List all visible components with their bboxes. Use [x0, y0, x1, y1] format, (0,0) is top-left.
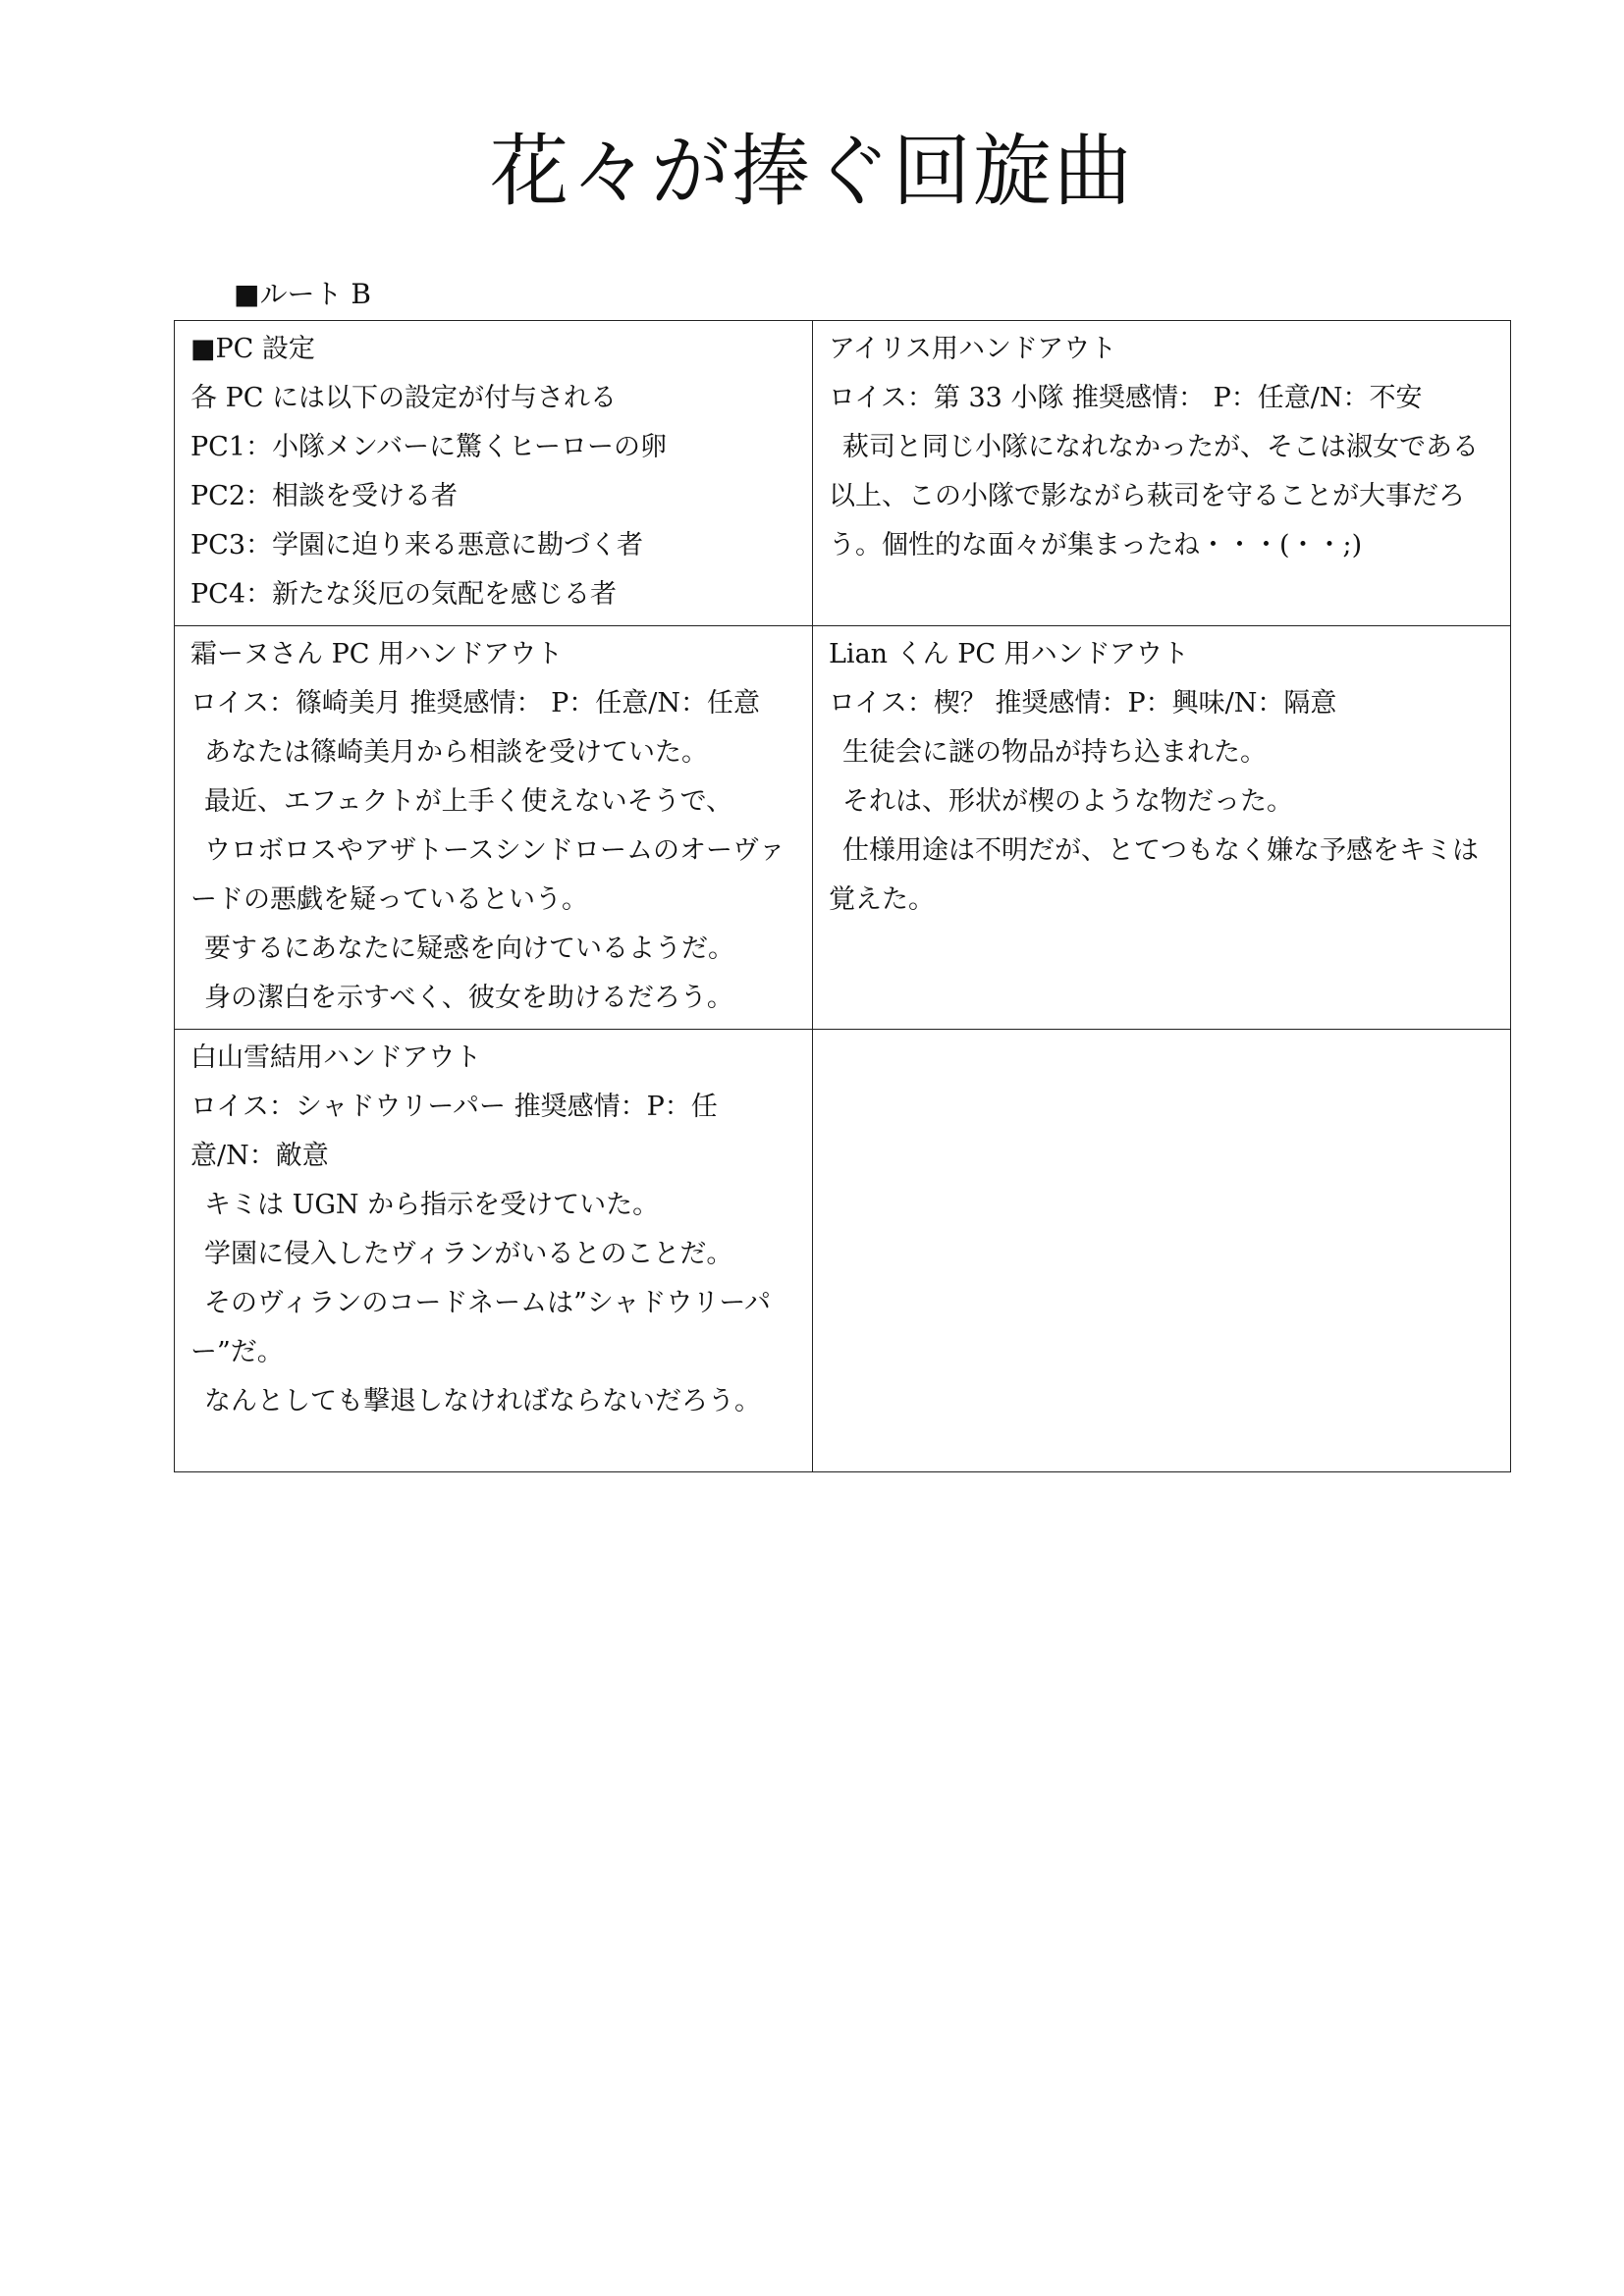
shimo-handout-paragraph: 要するにあなたに疑惑を向けているようだ。 — [204, 934, 734, 964]
shirayama-handout-paragraph: 学園に侵入したヴィランがいるとのことだ。 — [204, 1239, 733, 1269]
lian-handout-heading: Lian くん PC 用ハンドアウト — [829, 639, 1189, 669]
table-row — [175, 1030, 1511, 1472]
section-label-route-b: ■ルート B — [234, 278, 371, 310]
lian-handout-lois: ロイス：楔？ 推奨感情：P：興味/N：隔意 — [829, 688, 1337, 719]
iris-handout-heading: アイリス用ハンドアウト — [829, 334, 1117, 364]
lian-handout-cell — [813, 626, 1511, 1030]
iris-handout-lois: ロイス：第 33 小隊 推奨感情： P：任意/N：不安 — [829, 383, 1423, 413]
shimo-handout-paragraph: ウロボロスやアザトースシンドロームのオーヴァードの悪戯を疑っているという。 — [190, 835, 785, 915]
pc-settings-cell — [175, 321, 813, 626]
shirayama-handout-paragraph: なんとしても撃退しなければならないだろう。 — [204, 1386, 761, 1416]
pc-settings-intro: 各 PC には以下の設定が付与される — [190, 383, 617, 413]
table-row — [175, 626, 1511, 1030]
shimo-handout-lois: ロイス：篠崎美月 推奨感情： P：任意/N：任意 — [190, 688, 760, 719]
lian-handout-paragraph: 生徒会に謎の物品が持ち込まれた。 — [842, 737, 1267, 768]
shirayama-handout-paragraph: キミは UGN から指示を受けていた。 — [204, 1190, 660, 1220]
iris-handout-cell — [813, 321, 1511, 626]
pc-setting-item: PC3：学園に迫り来る悪意に勘づく者 — [190, 530, 644, 561]
shimo-handout-cell — [175, 626, 813, 1030]
pc-setting-item: PC2：相談を受ける者 — [190, 481, 459, 511]
shirayama-handout-paragraph: そのヴィランのコードネームは”シャドウリーパー”だ。 — [190, 1288, 772, 1367]
handout-table — [174, 320, 1511, 1472]
pc-setting-item: PC4：新たな災厄の気配を感じる者 — [190, 579, 618, 610]
shimo-handout-heading: 霜ーヌさん PC 用ハンドアウト — [190, 639, 564, 669]
pc-setting-item: PC1：小隊メンバーに驚くヒーローの卵 — [190, 432, 668, 462]
lian-handout-paragraph: 仕様用途は不明だが、とてつもなく嫌な予感をキミは覚えた。 — [829, 835, 1479, 915]
empty-cell — [813, 1030, 1511, 1472]
pc-settings-heading: ■PC 設定 — [190, 334, 315, 364]
shirayama-handout-cell — [175, 1030, 813, 1472]
shirayama-handout-heading: 白山雪結用ハンドアウト — [190, 1042, 482, 1073]
lian-handout-paragraph: それは、形状が楔のような物だった。 — [842, 786, 1293, 817]
iris-handout-body: 萩司と同じ小隊になれなかったが、そこは淑女である以上、この小隊で影ながら萩司を守ることが大事だろう。個性的な面々が集まったね・・・(・・;) — [829, 432, 1479, 561]
shimo-handout-paragraph: 最近、エフェクトが上手く使えないそうで、 — [204, 786, 733, 817]
shimo-handout-paragraph: 身の潔白を示すべく、彼女を助けるだろう。 — [204, 983, 733, 1013]
shirayama-handout-lois: ロイス：シャドウリーパー 推奨感情：P：任意/N：敵意 — [190, 1092, 718, 1171]
page-title: 花々が捧ぐ回旋曲 — [490, 126, 1134, 217]
table-row — [175, 321, 1511, 626]
shimo-handout-paragraph: あなたは篠崎美月から相談を受けていた。 — [204, 737, 708, 768]
